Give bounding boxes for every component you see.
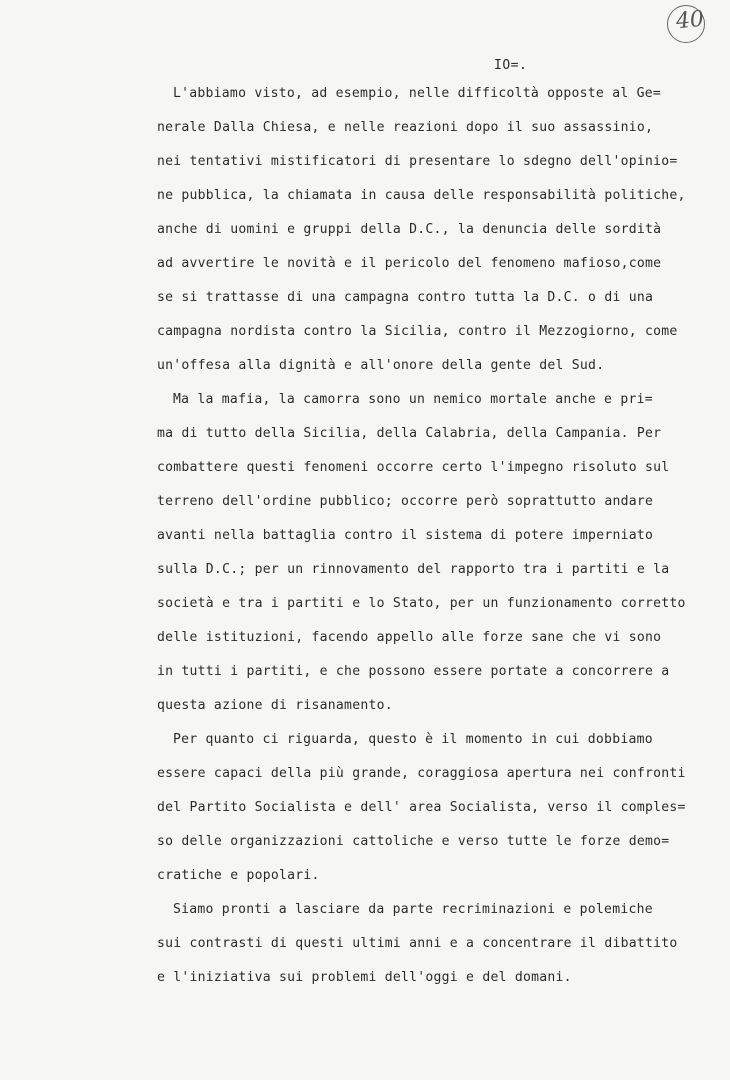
text-line: anche di uomini e gruppi della D.C., la denuncia delle sordità xyxy=(157,222,662,237)
text-line: essere capaci della più grande, coraggiosa apertura nei confronti xyxy=(157,766,686,781)
text-line: e l'iniziativa sui problemi dell'oggi e del domani. xyxy=(157,970,572,985)
text-line: terreno dell'ordine pubblico; occorre però soprattutto andare xyxy=(157,494,654,509)
page-stamp-number: 40 xyxy=(674,6,706,35)
text-line: nei tentativi mistificatori di presentare lo sdegno dell'opinio= xyxy=(157,154,678,169)
text-line: ad avvertire le novità e il pericolo del fenomeno mafioso,come xyxy=(157,256,662,271)
page-number: IO=. xyxy=(494,58,528,73)
text-line: società e tra i partiti e lo Stato, per un funzionamento corretto xyxy=(157,596,686,611)
text-line: questa azione di risanamento. xyxy=(157,698,393,713)
text-line: cratiche e popolari. xyxy=(157,868,320,883)
text-line: nerale Dalla Chiesa, e nelle reazioni dopo il suo assassinio, xyxy=(157,120,654,135)
text-line: sui contrasti di questi ultimi anni e a concentrare il dibattito xyxy=(157,936,678,951)
text-line: in tutti i partiti, e che possono essere portate a concorrere a xyxy=(157,664,670,679)
text-line: Ma la mafia, la camorra sono un nemico mortale anche e pri= xyxy=(173,392,653,407)
text-line: un'offesa alla dignità e all'onore della gente del Sud. xyxy=(157,358,605,373)
text-line: L'abbiamo visto, ad esempio, nelle difficoltà opposte al Ge= xyxy=(173,86,661,101)
text-line: Per quanto ci riguarda, questo è il momento in cui dobbiamo xyxy=(173,732,653,747)
text-line: del Partito Socialista e dell' area Socialista, verso il comples= xyxy=(157,800,686,815)
text-line: sulla D.C.; per un rinnovamento del rapporto tra i partiti e la xyxy=(157,562,670,577)
text-line: combattere questi fenomeni occorre certo l'impegno risoluto sul xyxy=(157,460,670,475)
text-line: ma di tutto della Sicilia, della Calabria, della Campania. Per xyxy=(157,426,662,441)
text-line: Siamo pronti a lasciare da parte recriminazioni e polemiche xyxy=(173,902,653,917)
text-line: se si trattasse di una campagna contro tutta la D.C. o di una xyxy=(157,290,654,305)
text-line: ne pubblica, la chiamata in causa delle responsabilità politiche, xyxy=(157,188,686,203)
text-line: delle istituzioni, facendo appello alle forze sane che vi sono xyxy=(157,630,662,645)
text-line: so delle organizzazioni cattoliche e verso tutte le forze demo= xyxy=(157,834,670,849)
text-line: avanti nella battaglia contro il sistema di potere imperniato xyxy=(157,528,654,543)
text-line: campagna nordista contro la Sicilia, contro il Mezzogiorno, come xyxy=(157,324,678,339)
